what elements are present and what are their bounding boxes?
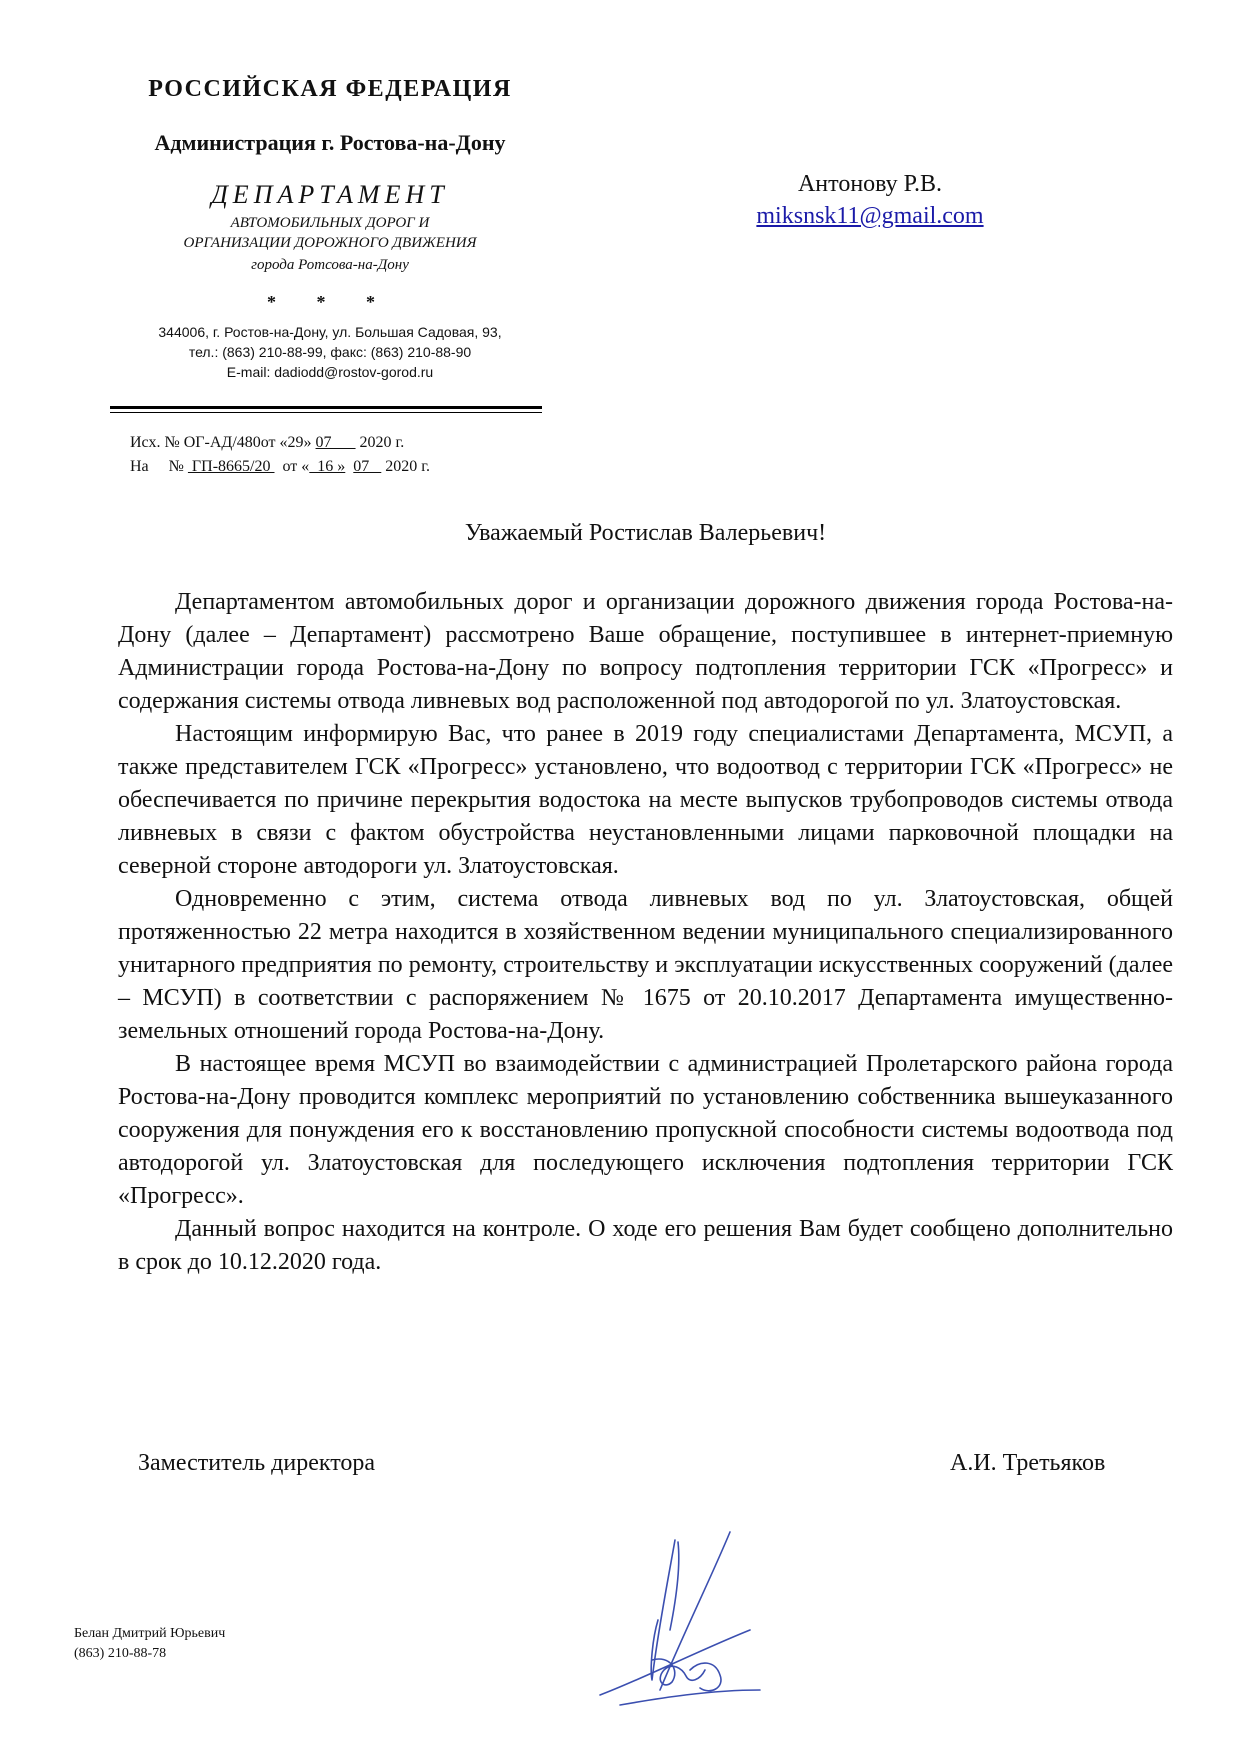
- letterhead-country: РОССИЙСКАЯ ФЕДЕРАЦИЯ: [148, 76, 512, 102]
- body-paragraph: В настоящее время МСУП во взаимодействии с администрацией Пролетарского района города Ростова-на-Дону проводится комплекс мероприятий по установлению собственника вышеуказанного сооружения для понуждения его к восстановлению пропускной способности системы водоотвода под автодорогой ул. Златоустовская для последующего исключения подтопления территории ГСК «Прогресс».: [118, 1051, 1173, 1209]
- body-paragraph: Одновременно с этим, система отвода ливневых вод по ул. Златоустовская, общей протяженностью 22 метра находится в хозяйственном ведении муниципального специализированного унитарного предприятия по ремонту, строительству и эксплуатации искусственных сооружений (далее – МСУП) в соответствии с распоряжением № 1675 от 20.10.2017 Департамента имущественно-земельных отношений города Ростова-на-Дону.: [118, 886, 1173, 1044]
- letterhead-department: ДЕПАРТАМЕНТ: [211, 180, 449, 209]
- addressee-name: Антонову Р.В.: [797, 171, 943, 197]
- incoming-number: ГП-8665/20: [187, 458, 275, 475]
- address-line-3: E-mail: dadiodd@rostov-gorod.ru: [226, 364, 434, 380]
- letterhead-rule-thick: [110, 406, 542, 409]
- body-paragraph: Данный вопрос находится на контроле. О ходе его решения Вам будет сообщено дополнительно в срок до 10.12.2020 года.: [118, 1216, 1173, 1275]
- signatory-title: Заместитель директора: [138, 1450, 376, 1476]
- address-line-2: тел.: (863) 210-88-99, факс: (863) 210-88-90: [188, 344, 472, 360]
- contact-person: Белан Дмитрий Юрьевич: [74, 1626, 226, 1641]
- outgoing-prefix: Исх. № ОГ-АД/480от «29»: [130, 434, 316, 451]
- incoming-reference: [130, 458, 430, 476]
- address-line-1: 344006, г. Ростов-на-Дону, ул. Большая Садовая, 93,: [158, 324, 502, 340]
- department-line-3: города Ротсова-на-Дону: [251, 257, 409, 273]
- incoming-mid: от «: [274, 458, 310, 475]
- incoming-day: 16 »: [309, 458, 346, 475]
- outgoing-reference: [130, 434, 404, 452]
- letter-body: [118, 586, 1173, 1279]
- letterhead-stars: * * *: [267, 292, 393, 312]
- department-line-1: АВТОМОБИЛЬНЫХ ДОРОГ И: [230, 215, 430, 231]
- letterhead-rule-thin: [110, 412, 542, 413]
- contact-phone: (863) 210-88-78: [74, 1646, 167, 1661]
- handwritten-signature: [560, 1520, 820, 1720]
- incoming-prefix: На №: [130, 458, 188, 475]
- department-line-2: ОРГАНИЗАЦИИ ДОРОЖНОГО ДВИЖЕНИЯ: [183, 235, 477, 251]
- incoming-month: 07: [353, 458, 382, 475]
- outgoing-year: 2020 г.: [355, 434, 405, 451]
- incoming-year: 2020 г.: [381, 458, 431, 475]
- addressee-email-link[interactable]: miksnsk11@gmail.com: [756, 203, 984, 229]
- body-paragraph: Департаментом автомобильных дорог и организации дорожного движения города Ростова-на-Дону (далее – Департамент) рассмотрено Ваше обращение, поступившее в интернет-приемную Администрации города Ростова-на-Дону по вопросу подтопления территории ГСК «Прогресс» и содержания системы отвода ливневых вод расположенной под автодорогой по ул. Златоустовская.: [118, 589, 1173, 714]
- salutation: Уважаемый Ростислав Валерьевич!: [464, 520, 827, 546]
- addressee-block: [700, 168, 1040, 232]
- signatory-name: А.И. Третьяков: [950, 1450, 1106, 1476]
- outgoing-month: 07: [315, 434, 356, 451]
- contact-block: [74, 1624, 225, 1664]
- body-paragraph: Настоящим информирую Вас, что ранее в 2019 году специалистами Департамента, МСУП, а также представителем ГСК «Прогресс» установлено, что водоотвод с территории ГСК «Прогресс» не обеспечивается по причине перекрытия водостока на месте выпусков трубопроводов системы отвода ливневых в связи с фактом обустройства неустановленными лицами парковочной площадки на северной стороне автодороги ул. Златоустовская.: [118, 721, 1173, 879]
- letterhead-administration: Администрация г. Ростова-на-Дону: [154, 130, 506, 155]
